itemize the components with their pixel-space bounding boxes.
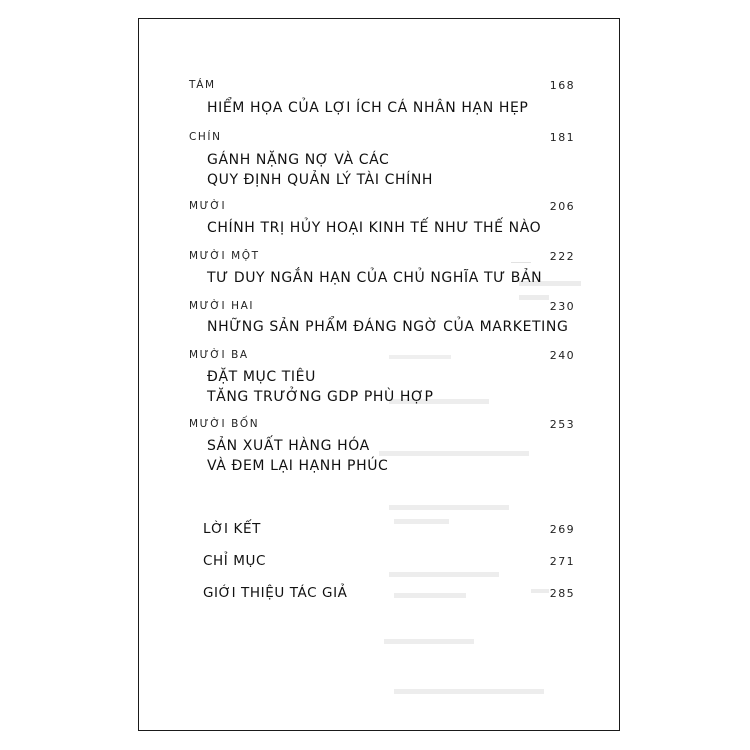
chapter-label: MƯỜI BA <box>189 349 249 361</box>
chapter-label: TÁM <box>189 79 216 91</box>
chapter-page-number: 206 <box>549 200 575 213</box>
back-matter-page-number: 271 <box>549 555 575 568</box>
chapter-title-line: QUY ĐỊNH QUẢN LÝ TÀI CHÍNH <box>207 172 434 188</box>
chapter-title <box>207 98 528 118</box>
back-matter-page-number: 269 <box>549 523 575 536</box>
chapter-page-number: 230 <box>549 300 575 313</box>
chapter-title-line: VÀ ĐEM LẠI HẠNH PHÚC <box>207 458 389 474</box>
chapter-title <box>207 150 433 190</box>
chapter-page-number: 168 <box>549 79 575 92</box>
book-page <box>138 18 620 731</box>
back-matter-page-number: 285 <box>549 587 575 600</box>
chapter-label: CHÍN <box>189 131 222 143</box>
back-matter-title: LỜI KẾT <box>203 521 261 537</box>
chapter-label: MƯỜI HAI <box>189 300 255 312</box>
chapter-title-line: TĂNG TRƯỞNG GDP PHÙ HỢP <box>207 389 434 405</box>
chapter-label: MƯỜI BỐN <box>189 418 260 430</box>
chapter-page-number: 181 <box>549 131 575 144</box>
chapter-title-line: GÁNH NẶNG NỢ VÀ CÁC <box>207 152 390 168</box>
chapter-title <box>207 268 542 288</box>
chapter-title-line: TƯ DUY NGẮN HẠN CỦA CHỦ NGHĨA TƯ BẢN <box>207 270 543 286</box>
table-of-contents <box>139 19 621 732</box>
chapter-title-line: HIỂM HỌA CỦA LỢI ÍCH CÁ NHÂN HẠN HẸP <box>207 100 529 116</box>
chapter-title-line: NHỮNG SẢN PHẨM ĐÁNG NGỜ CỦA MARKETING <box>207 319 569 335</box>
chapter-page-number: 222 <box>549 250 575 263</box>
chapter-title-line: CHÍNH TRỊ HỦY HOẠI KINH TẾ NHƯ THẾ NÀO <box>207 220 542 236</box>
chapter-page-number: 253 <box>549 418 575 431</box>
back-matter-title: GIỚI THIỆU TÁC GIẢ <box>203 585 348 601</box>
chapter-title <box>207 317 568 337</box>
chapter-page-number: 240 <box>549 349 575 362</box>
back-matter-title: CHỈ MỤC <box>203 553 267 569</box>
chapter-title <box>207 436 388 476</box>
chapter-title-line: SẢN XUẤT HÀNG HÓA <box>207 438 370 454</box>
chapter-title <box>207 218 541 238</box>
chapter-title <box>207 367 434 407</box>
chapter-label: MƯỜI <box>189 200 227 212</box>
chapter-title-line: ĐẶT MỤC TIÊU <box>207 369 316 385</box>
chapter-label: MƯỜI MỘT <box>189 250 260 262</box>
